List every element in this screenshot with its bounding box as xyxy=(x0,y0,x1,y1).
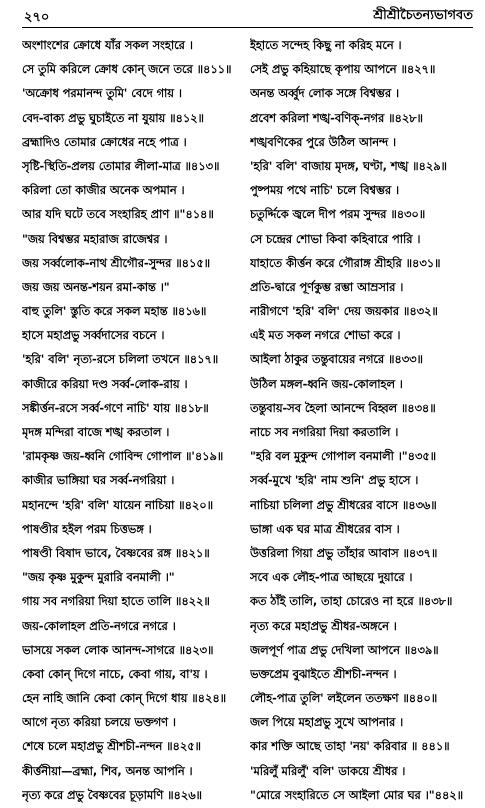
verse-line: "জয় কৃষ্ণ মুকুন্দ মুরারি বনমালী ।" xyxy=(22,571,175,585)
verse-line: বেদ-বাক্য প্রভু ঘুচাইতে না যুয়ায় ॥৪১২॥ xyxy=(22,111,204,125)
verse-line: সৃষ্টি-স্থিতি-প্রলয় তোমার লীলা-মাত্র ॥৪১৩॥ xyxy=(22,159,220,173)
verse-line: আইলা ঠাকুর তন্তুবায়ের নগরে ॥৪৩৩॥ xyxy=(250,353,423,367)
verse-line: অংশাংশের ক্রোধে যাঁর সকল সংহারে । xyxy=(22,39,193,52)
verse-line: সবে এক লৌহ-পাত্র আছয়ে দুয়ারে । xyxy=(250,571,413,585)
verse-line: লৌহ-পাত্র তুলি' লইলেন ততক্ষণ ॥৪৪০॥ xyxy=(250,692,438,706)
verse-line: অনন্ত অর্ব্বুদ লোক সঙ্গে বিশ্বম্ভর । xyxy=(250,87,400,101)
verse-line: সর্ব্ব-মুখে 'হরি' নাম শুনি' প্রভু হাসে । xyxy=(250,474,419,488)
verse-line: "জয় বিশ্বম্ভর মহারাজ রাজেশ্বর । xyxy=(22,232,168,246)
verse-line: নারীগণে 'হরি' বলি' দেয় জয়কার ॥৪৩২॥ xyxy=(250,305,438,319)
verse-line: কত ঠাঁই তালি, তাহা চোরেও না হরে ॥৪৩৮॥ xyxy=(250,595,453,609)
verse-line: উঠিল মঙ্গল-ধ্বনি জয়-কোলাহল । xyxy=(250,377,403,391)
verse-line: আগে নৃত্য করিয়া চলয়ে ভক্তগণ । xyxy=(22,716,176,730)
verse-line: প্রবেশ করিলা শঙ্খ-বণিক্-নগর ॥৪২৮॥ xyxy=(250,111,423,125)
verse-line: কেবা কোন্ দিগে নাচে, কেবা গায়, বা'য় । xyxy=(22,667,208,681)
verse-line: ব্রহ্মাদিও তোমার ক্রোধের নহে পাত্র । xyxy=(22,135,187,149)
verse-line: ভাঙ্গা এক ঘর মাত্র শ্রীধরের বাস । xyxy=(250,522,400,536)
verse-line: করিলা তো কাজীর অনেক অপমান । xyxy=(22,184,185,198)
verse-line: 'রামকৃষ্ণ জয়-ধ্বনি গোবিন্দ গোপাল ॥'৪১৯॥ xyxy=(22,450,224,464)
verse-line: মৃদঙ্গ মন্দিরা বাজে শঙ্খ করতাল । xyxy=(22,426,170,439)
verse-line: শঙ্খবণিকের পুরে উঠিল আনন্দ । xyxy=(250,135,396,149)
verse-line: 'মরিলুঁ মরিলুঁ' বলি' ডাকয়ে শ্রীধর । xyxy=(250,764,406,778)
verse-line: পুষ্পময় পথে নাচি' চলে বিশ্বম্ভর । xyxy=(250,184,400,198)
verse-line: 'হরি' বলি' নৃত্য-রসে চলিলা তখনে ॥৪১৭॥ xyxy=(22,353,219,367)
verse-line: নাচে সব নগরিয়া দিয়া করতালি । xyxy=(250,426,399,439)
left-column xyxy=(22,34,254,808)
verse-line: জয় সর্ব্বলোক-নাথ শ্রীগৌর-সুন্দর ॥৪১৫॥ xyxy=(22,256,211,270)
verse-line: 'হরি' বলি' বাজায় মৃদঙ্গ, ঘণ্টা, শঙ্খ ॥৪২৯॥ xyxy=(250,159,447,173)
verse-line: সেই প্রভু কহিয়াছে কৃপায় আপনে ॥৪২৭॥ xyxy=(250,63,436,77)
page-header xyxy=(0,0,485,30)
verse-line: মহানন্দে 'হরি' বলি' যায়েন নাচিয়া ॥৪২০॥ xyxy=(22,498,213,512)
verse-line: প্রতি-দ্বারে পূর্ণকুম্ভ রম্ভা আম্রসার । xyxy=(250,280,404,294)
verse-line: নাচিয়া চলিলা প্রভু শ্রীধরের বাসে ॥৪৩৬॥ xyxy=(250,498,437,512)
verse-line: সে চন্দ্রের শোভা কিবা কহিবারে পারি । xyxy=(250,232,421,246)
verse-line: পাষণ্ডী বিষাদ ভাবে, বৈষ্ণবের রঙ্গ ॥৪২১॥ xyxy=(22,546,210,560)
verse-line: 'অক্রোধ পরমানন্দ তুমি' বেদে গায় । xyxy=(22,87,182,101)
verse-line: কাজীর ভাঙ্গিয়া ঘর সর্ব্ব-নগরিয়া । xyxy=(22,474,175,488)
verse-line: জয় জয় অনন্ত-শয়ন রমা-কান্ত ।" xyxy=(22,280,170,294)
verse-line: ভক্তপ্রেম বুঝাইতে শ্রীশচী-নন্দন । xyxy=(250,667,397,681)
verse-line: এই মত সকল নগরে শোভা করে । xyxy=(250,329,401,343)
verse-line: নৃত্য করে প্রভু বৈষ্ণবের চূড়ামণি ॥৪২৬॥ xyxy=(22,788,202,802)
verse-line: তন্তুবায়-সব হৈলা আনন্দে বিহ্বল ॥৪৩৪॥ xyxy=(250,401,436,415)
running-title: শ্রীশ্রীচৈতন্যভাগবত xyxy=(373,8,473,23)
verse-line: কার শক্তি আছে তাহা 'নয়' করিবার ॥ ৪৪১॥ xyxy=(250,740,450,754)
verse-line: হাসে মহাপ্রভু সর্ব্বদাসের বচনে । xyxy=(22,329,165,343)
verse-line: হেন নাহি জানি কেবা কোন্ দিগে ধায় ॥৪২৪॥ xyxy=(22,692,227,706)
verse-line: ইহাতে সন্দেহ কিছু না করিহ মনে । xyxy=(250,39,402,52)
verse-line: শেষে চলে মহাপ্রভু শ্রীশচী-নন্দন ॥৪২৫॥ xyxy=(22,740,201,754)
verse-line: সঙ্কীর্ত্তন-রসে সর্ব্ব-গণে নাচি' যায় ॥৪১৮॥ xyxy=(22,401,209,415)
verse-line: "হরি বল মুকুন্দ গোপাল বনমালী ।"৪৩৫॥ xyxy=(250,450,437,464)
right-column xyxy=(250,34,482,808)
verse-line: পাষণ্ডীর হইল পরম চিত্তভঙ্গ । xyxy=(22,522,152,536)
header-rule xyxy=(22,27,473,28)
verse-line: সে তুমি করিলে ক্রোধ কোন্ জনে তরে ॥৪১১॥ xyxy=(22,63,232,77)
page-number: ২৭০ xyxy=(24,10,50,25)
verse-line: কাজীরে করিয়া দণ্ড সর্ব্ব-লোক-রায় । xyxy=(22,377,188,391)
verse-line: "মোরে সংহারিতে সে আইলা মোর ঘর ।"৪৪২॥ xyxy=(250,788,464,802)
verse-line: যাহাতে কীর্ত্তন করে গৌরাঙ্গ শ্রীহরি ॥৪৩১॥ xyxy=(250,256,441,270)
verse-line: জল পিয়ে মহাপ্রভু সুখে আপনার । xyxy=(250,716,404,730)
verse-line: কীর্ত্তনীয়া—ব্রহ্মা, শিব, অনন্ত আপনি । xyxy=(22,764,193,778)
verse-line: ভাসয়ে সকল লোক আনন্দ-সাগরে ॥৪২৩॥ xyxy=(22,643,214,657)
verse-line: উত্তরিলা গিয়া প্রভু তাঁহার আবাস ॥৪৩৭॥ xyxy=(250,546,438,560)
verse-line: গায় সব নগরিয়া দিয়া হাতে তালি ॥৪২২॥ xyxy=(22,595,210,609)
verse-line: নৃত্য করে মহাপ্রভু শ্রীধর-অঙ্গনে । xyxy=(250,619,397,633)
verse-line: বাহু তুলি' স্তুতি করে সকল মহান্ত ॥৪১৬॥ xyxy=(22,305,207,319)
verse-line: চতুর্দ্দিকে জ্বলে দীপ পরম সুন্দর ॥৪৩০॥ xyxy=(250,208,426,222)
verse-line: জলপূর্ণ পাত্র প্রভু দেখিলা আপনে ॥৪৩৯॥ xyxy=(250,643,439,657)
verse-line: জয়-কোলাহল প্রতি-নগরে নগরে । xyxy=(22,619,176,633)
verse-line: আর যদি ঘটে তবে সংহারিহ প্রাণ ॥"৪১৪॥ xyxy=(22,208,214,222)
